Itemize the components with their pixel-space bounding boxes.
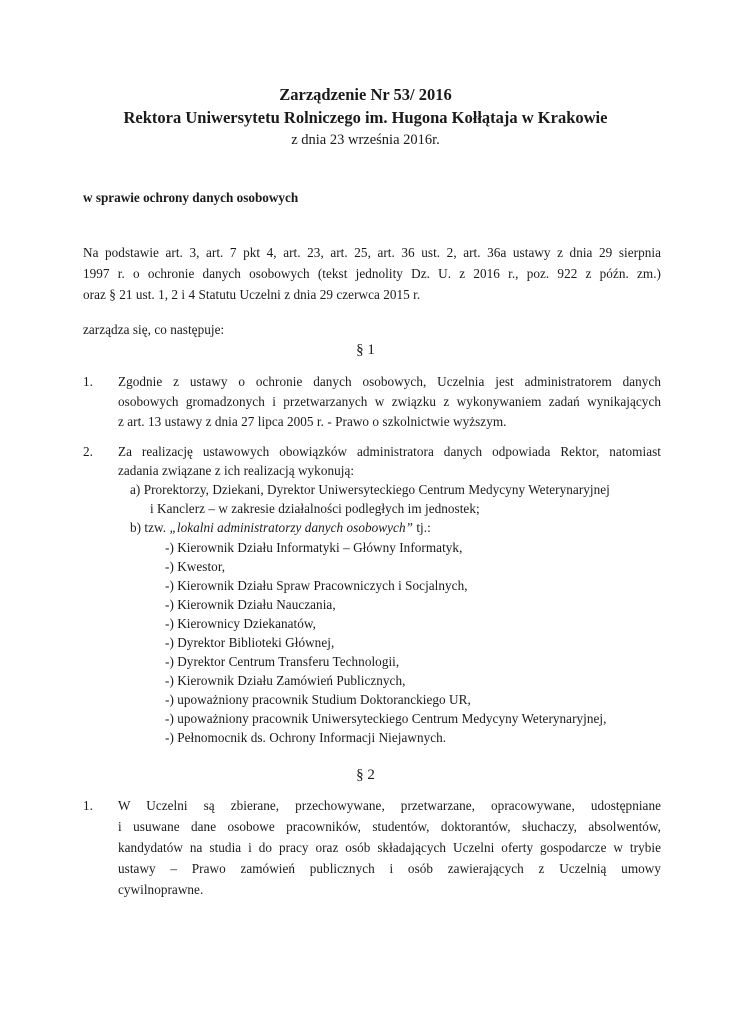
preamble-line: 1997 r. o ochronie danych osobowych (tekst jednolity Dz. U. z 2016 r., poz. 922 z późn. zm.) [83,266,661,281]
list-item: -) Kierownik Działu Spraw Pracowniczych i Socjalnych, [165,578,468,593]
list-item: -) Kierownicy Dziekanatów, [165,616,316,631]
document-subject: w sprawie ochrony danych osobowych [83,190,299,205]
subitem-a-line: a) Prorektorzy, Dziekani, Dyrektor Uniwersyteckiego Centrum Medycyny Weterynaryjnej [130,482,610,497]
list-item: -) Kierownik Działu Zamówień Publicznych, [165,673,406,688]
list-item: -) Pełnomocnik ds. Ochrony Informacji Niejawnych. [165,730,447,745]
subitem-a-line: i Kanclerz – w zakresie działalności podległych im jednostek; [150,501,480,516]
preamble-line: Na podstawie art. 3, art. 7 pkt 4, art. 23, art. 25, art. 36 ust. 2, art. 36a ustawy z dnia 29 sierpnia [83,245,661,260]
preamble-line: oraz § 21 ust. 1, 2 i 4 Statutu Uczelni z dnia 29 czerwca 2015 r. [83,287,421,302]
item-text-line: z art. 13 ustawy z dnia 27 lipca 2005 r. - Prawo o szkolnictwie wyższym. [118,414,507,429]
ordering-clause: zarządza się, co następuje: [83,322,225,337]
subitem-b-term: „lokalni administratorzy danych osobowych” [169,520,413,535]
document-issuer: Rektora Uniwersytetu Rolniczego im. Hugona Kołłątaja w Krakowie [123,108,608,127]
subitem-b-prefix: b) tzw. [130,520,170,535]
subitem-b-line [130,520,431,536]
item-text-line: osobowych gromadzonych i przetwarzanych w związku z wykonywaniem zadań wynikających [118,394,661,409]
list-item: -) Dyrektor Centrum Transferu Technologii, [165,654,400,669]
list-item: -) Kierownik Działu Informatyki – Główny Informatyk, [165,540,463,555]
section-heading: § 2 [356,767,375,783]
item-text-line: W Uczelni są zbierane, przechowywane, przetwarzane, opracowywane, udostępniane [118,798,661,813]
item-text-line: Za realizację ustawowych obowiązków administratora danych odpowiada Rektor, natomiast [118,444,661,459]
item-text-line: kandydatów na studia i do pracy oraz osób składających Uczelni oferty gospodarcze w trybie [118,840,661,855]
document-date: z dnia 23 września 2016r. [291,132,440,148]
list-item: -) upoważniony pracownik Studium Doktoranckiego UR, [165,692,471,707]
item-text-line: ustawy – Prawo zamówień publicznych i osób zawierających z Uczelnią umowy [118,861,661,876]
item-number: 1. [83,374,93,389]
item-text-line: zadania związane z ich realizacją wykonują: [118,463,355,478]
subitem-b-suffix: tj.: [412,520,431,535]
item-text-line: i usuwane dane osobowe pracowników, studentów, doktorantów, słuchaczy, absolwentów, [118,819,661,834]
item-text-line: Zgodnie z ustawy o ochronie danych osobowych, Uczelnia jest administratorem danych [118,374,661,389]
list-item: -) Kwestor, [165,559,226,574]
list-item: -) Kierownik Działu Nauczania, [165,597,336,612]
section-heading: § 1 [356,342,375,358]
list-item: -) upoważniony pracownik Uniwersyteckiego Centrum Medycyny Weterynaryjnej, [165,711,607,726]
item-number: 2. [83,444,93,459]
document-title: Zarządzenie Nr 53/ 2016 [279,85,452,104]
item-number: 1. [83,798,93,813]
item-text-line: cywilnoprawne. [118,882,204,897]
list-item: -) Dyrektor Biblioteki Głównej, [165,635,335,650]
